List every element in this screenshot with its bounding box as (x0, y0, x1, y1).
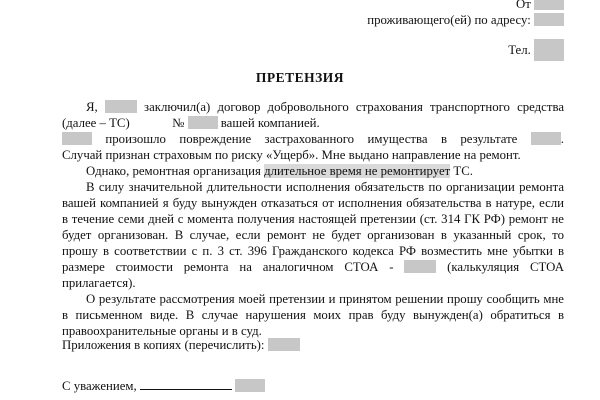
p1-text-d: № (172, 116, 185, 130)
document-title: ПРЕТЕНЗИЯ (255, 70, 345, 85)
p5-line-4: будет организован. В случае, если ремонт не будет организован в указанный срок, то (62, 228, 564, 242)
closing-line (62, 378, 564, 394)
p5-line-1: В силу значительной длительности исполнения обязательств по организации ремонта (86, 180, 564, 194)
redacted-date (62, 132, 92, 145)
redacted-attachments (268, 338, 300, 351)
body-line-12 (62, 276, 564, 291)
body-line-9 (62, 228, 564, 243)
redacted-signature (235, 379, 265, 392)
p5-line-2: вашей компанией я буду вынужден отказаться от исполнения обязательства в натуре, если (62, 196, 564, 210)
body-line-5 (62, 164, 564, 179)
attachments-label: Приложения в копиях (перечислить): (62, 338, 265, 352)
body-line-15 (62, 324, 564, 339)
p3-text: Случай признан страховым по риску «Ущерб». Мне выдано направление на ремонт. (62, 148, 521, 162)
p2-text-a: произошло повреждение застрахованного имущества в результате (105, 132, 518, 146)
p1-text-b: заключил(а) договор добровольного страхования транспортного средства (144, 100, 565, 114)
body-line-13 (62, 292, 564, 307)
address-label: проживающего(ей) по адресу: (367, 13, 531, 27)
redacted-contract-number (188, 116, 218, 129)
redacted-cause (531, 132, 561, 145)
body-line-7 (62, 196, 564, 211)
redacted-fullname (105, 100, 137, 113)
p6-line-3: правоохранительные органы и в суд. (62, 324, 262, 338)
redacted-sum (404, 260, 436, 273)
p5-line-5: прошу в соответствии с п. 3 ст. 396 Гражданского кодекса РФ возместить мне убытки в (62, 244, 564, 258)
body-line-8 (62, 212, 564, 227)
p6-line-2: в письменном виде. В случае нарушения моих прав буду вынужден(а) обратиться в (62, 308, 564, 322)
body-line-14 (62, 308, 564, 323)
p4-text-a: Однако, ремонтная организация (86, 164, 261, 178)
p1-text-e: вашей компанией. (220, 116, 320, 130)
attachments-line (62, 338, 564, 353)
p6-line-1: О результате рассмотрения моей претензии и принятом решении прошу сообщить мне (86, 292, 564, 306)
body-line-6 (62, 180, 564, 195)
body-line-4 (62, 148, 564, 163)
redacted-phone (534, 39, 564, 61)
body-line-2 (62, 116, 564, 131)
body-line-3 (62, 132, 564, 147)
body-line-10 (62, 244, 564, 259)
body-line-11 (62, 260, 564, 275)
p2-text-b: . (560, 132, 564, 146)
closing-label: С уважением, (62, 379, 137, 393)
p1-text-a: Я, (86, 100, 98, 114)
address-line (62, 13, 564, 28)
p5-line-3: в течение семи дней с момента получения настоящей претензии (ст. 314 ГК РФ) ремонт не (62, 212, 564, 226)
body-line-1 (62, 100, 564, 115)
redacted-address (534, 13, 564, 26)
signature-line (140, 378, 232, 390)
from-line (62, 0, 564, 12)
phone-label: Тел. (508, 43, 531, 57)
p4-text-b: ТС. (453, 164, 473, 178)
p1-text-c: (далее – ТС) (62, 116, 130, 130)
from-label: От (515, 0, 531, 11)
p5-line-7: прилагается). (62, 276, 136, 290)
phone-line (62, 39, 564, 61)
p5-line-6b: (калькуляция СТОА (447, 260, 564, 274)
p4-highlight: длительное время не ремонтирует (264, 164, 451, 178)
redacted-name (534, 0, 564, 10)
p5-line-6a: размере стоимости ремонта на аналогичном СТОА - (62, 260, 394, 274)
